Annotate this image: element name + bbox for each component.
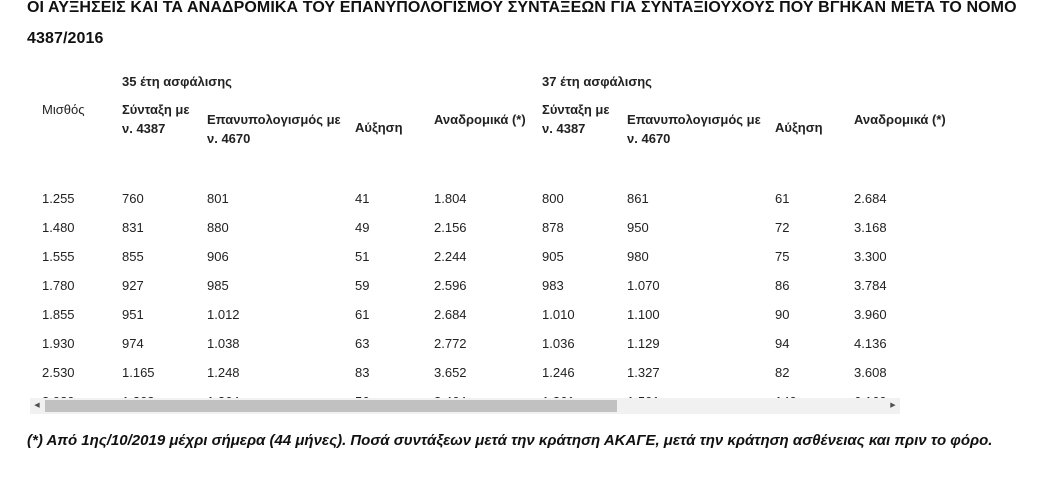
cell-recalc-35: 985: [207, 278, 229, 293]
cell-recalc-35: 1.248: [207, 365, 240, 380]
cell-recalc-35: 1.012: [207, 307, 240, 322]
header-recalc-35: Επανυπολογισμός με ν. 4670: [207, 112, 341, 146]
cell-pension-35: 951: [122, 307, 144, 322]
horizontal-scrollbar[interactable]: [30, 398, 900, 414]
header-arrears-37: Αναδρομικά (*): [854, 112, 946, 127]
cell-arrears-35: 2.684: [434, 307, 467, 322]
header-pension-35: Σύνταξη με ν. 4387: [122, 102, 190, 136]
cell-recalc-35: 1.038: [207, 336, 240, 351]
cell-pension-37: 905: [542, 249, 564, 264]
cell-pension-37: 1.036: [542, 336, 575, 351]
cell-recalc-37: 1.100: [627, 307, 660, 322]
table-row: [30, 329, 1030, 358]
cell-arrears-35: 2.596: [434, 278, 467, 293]
pension-table: [30, 58, 1030, 416]
table-row: [30, 300, 1030, 329]
cell-recalc-37: 861: [627, 191, 649, 206]
cell-recalc-37: 1.327: [627, 365, 660, 380]
cell-recalc-35: 906: [207, 249, 229, 264]
cell-pension-35: 831: [122, 220, 144, 235]
header-pension-37: Σύνταξη με ν. 4387: [542, 102, 610, 136]
table-row: [30, 213, 1030, 242]
cell-recalc-37: 980: [627, 249, 649, 264]
page-title: ΟΙ ΑΥΞΗΣΕΙΣ ΚΑΙ ΤΑ ΑΝΑΔΡΟΜΙΚΑ ΤΟΥ ΕΠΑΝΥΠΟΛΟΓΙΣΜΟΥ ΣΥΝΤΑΞΕΩΝ ΓΙΑ ΣΥΝΤΑΞΙΟΥΧΟΥΣ ΠΟΥ ΒΓΗΚΑΝ ΜΕΤΑ ΤΟ ΝΟΜΟ 4387/2016: [27, 0, 1017, 47]
cell-increase-35: 49: [355, 220, 370, 235]
cell-increase-37: 61: [775, 191, 790, 206]
scroll-right-icon[interactable]: ▶: [890, 402, 896, 409]
cell-increase-37: 72: [775, 220, 790, 235]
header-increase-37: Αύξηση: [775, 120, 823, 135]
cell-salary: 2.530: [42, 365, 75, 380]
cell-arrears-37: 4.136: [854, 336, 887, 351]
table-row: [30, 242, 1030, 271]
cell-salary: 1.780: [42, 278, 75, 293]
table-row: [30, 271, 1030, 300]
table-body: [30, 184, 1030, 416]
cell-pension-35: 974: [122, 336, 144, 351]
cell-increase-35: 51: [355, 249, 370, 264]
cell-arrears-35: 3.652: [434, 365, 467, 380]
cell-arrears-35: 2.156: [434, 220, 467, 235]
column-header-row: [30, 100, 1030, 184]
cell-increase-37: 75: [775, 249, 790, 264]
cell-increase-35: 59: [355, 278, 370, 293]
cell-salary: 1.480: [42, 220, 75, 235]
cell-arrears-37: 3.300: [854, 249, 887, 264]
header-increase-35: Αύξηση: [355, 120, 403, 135]
header-arrears-35: Αναδρομικά (*): [434, 112, 526, 127]
cell-arrears-35: 1.804: [434, 191, 467, 206]
group-35-years: 35 έτη ασφάλισης: [122, 73, 232, 89]
cell-pension-35: 927: [122, 278, 144, 293]
cell-increase-37: 86: [775, 278, 790, 293]
cell-salary: 1.855: [42, 307, 75, 322]
scrollbar-thumb[interactable]: [45, 400, 617, 412]
cell-pension-35: 1.165: [122, 365, 155, 380]
cell-pension-37: 878: [542, 220, 564, 235]
cell-recalc-35: 880: [207, 220, 229, 235]
cell-pension-37: 1.010: [542, 307, 575, 322]
cell-arrears-37: 3.960: [854, 307, 887, 322]
cell-arrears-37: 3.608: [854, 365, 887, 380]
cell-arrears-37: 3.784: [854, 278, 887, 293]
cell-increase-37: 82: [775, 365, 790, 380]
header-recalc-37: Επανυπολογισμός με ν. 4670: [627, 112, 761, 146]
cell-increase-37: 94: [775, 336, 790, 351]
cell-recalc-37: 1.129: [627, 336, 660, 351]
cell-pension-37: 983: [542, 278, 564, 293]
cell-pension-35: 760: [122, 191, 144, 206]
footnote: (*) Από 1ης/10/2019 μέχρι σήμερα (44 μήνες). Ποσά συντάξεων μετά την κράτηση ΑΚΑΓΕ, μετά την κράτηση ασθένειας και πριν το φόρο.: [27, 432, 993, 449]
cell-salary: 1.255: [42, 191, 75, 206]
group-header-row: [30, 58, 1030, 100]
cell-recalc-37: 950: [627, 220, 649, 235]
cell-arrears-35: 2.244: [434, 249, 467, 264]
pension-table-container[interactable]: [30, 58, 946, 398]
cell-arrears-35: 2.772: [434, 336, 467, 351]
cell-salary: 1.930: [42, 336, 75, 351]
cell-pension-37: 1.246: [542, 365, 575, 380]
cell-recalc-37: 1.070: [627, 278, 660, 293]
table-row: [30, 358, 1030, 387]
cell-increase-35: 63: [355, 336, 370, 351]
cell-pension-35: 855: [122, 249, 144, 264]
group-37-years: 37 έτη ασφάλισης: [542, 73, 652, 89]
cell-increase-35: 61: [355, 307, 370, 322]
table-row: [30, 184, 1030, 213]
cell-salary: 1.555: [42, 249, 75, 264]
header-salary: Μισθός: [42, 102, 85, 117]
cell-recalc-35: 801: [207, 191, 229, 206]
cell-increase-35: 41: [355, 191, 370, 206]
scroll-left-icon[interactable]: ◀: [34, 402, 40, 409]
cell-pension-37: 800: [542, 191, 564, 206]
cell-arrears-37: 2.684: [854, 191, 887, 206]
cell-increase-37: 90: [775, 307, 790, 322]
cell-arrears-37: 3.168: [854, 220, 887, 235]
cell-increase-35: 83: [355, 365, 370, 380]
